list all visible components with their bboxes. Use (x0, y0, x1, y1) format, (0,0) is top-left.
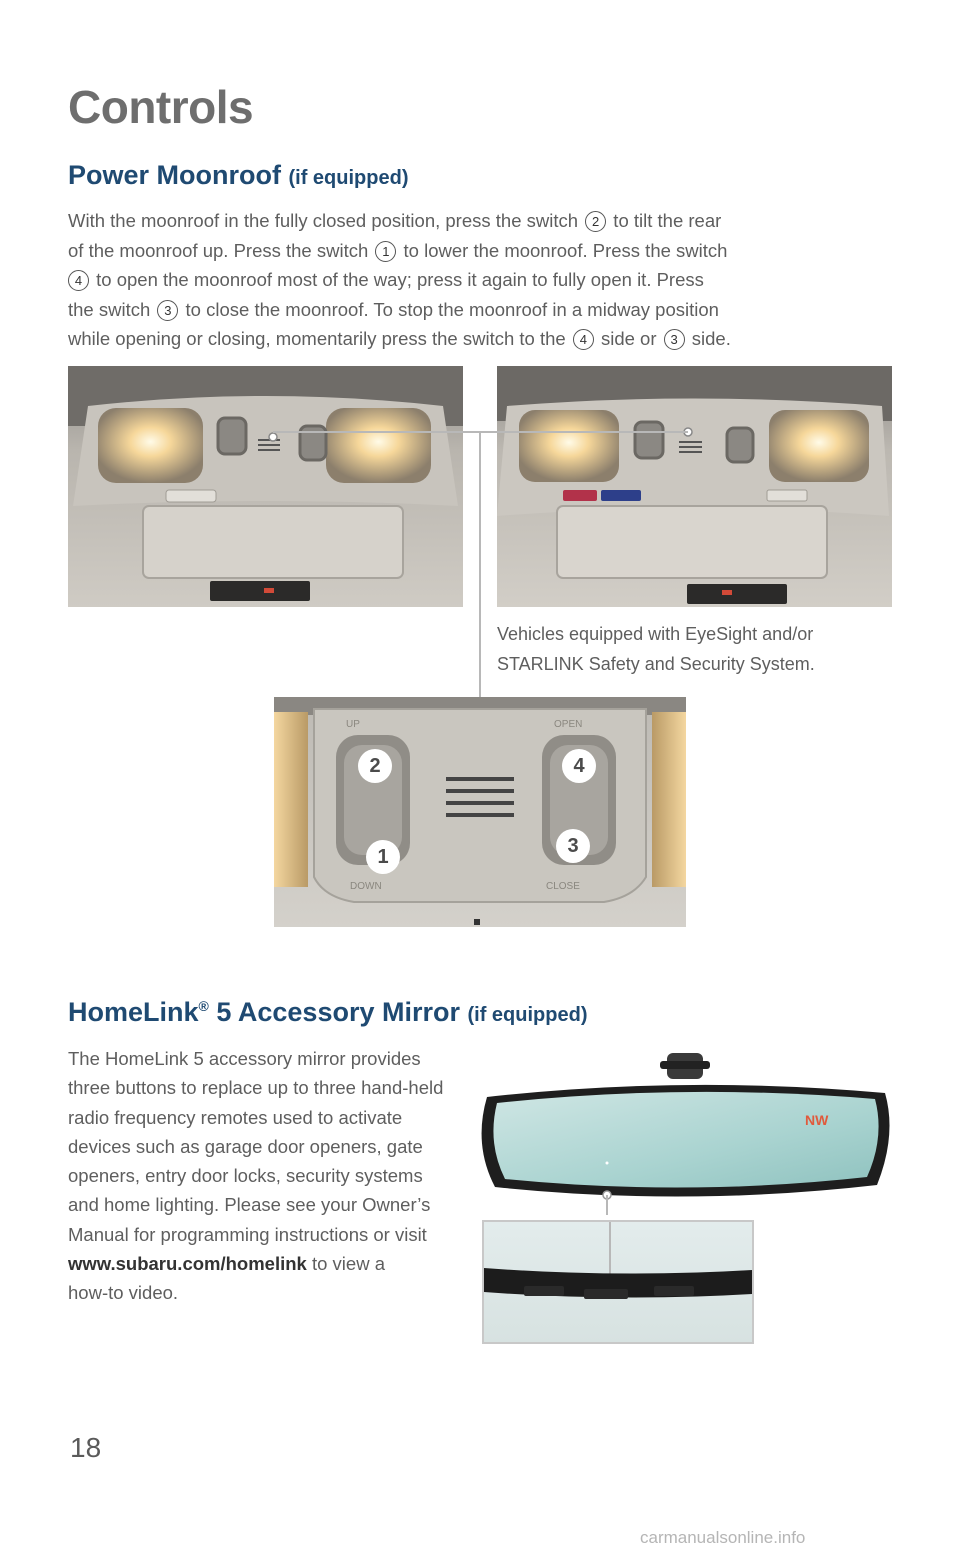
text: while opening or closing, momentarily press the switch to the (68, 328, 571, 349)
switch-number-badge: 3 (157, 300, 178, 321)
callout-1: 1 (366, 840, 400, 874)
heading-text: Power Moonroof (68, 160, 281, 190)
switch-number-badge: 4 (573, 329, 594, 350)
text: side. (686, 328, 731, 349)
description-line: Manual for programming instructions or visit (68, 1223, 427, 1245)
mirror-buttons-inset-photo (482, 1220, 754, 1344)
heading-suffix: (if equipped) (288, 167, 409, 189)
text: to lower the moonroof. Press the switch (398, 239, 728, 261)
switch-number-badge: 4 (68, 270, 89, 291)
description-line: openers, entry door locks, security systems (68, 1165, 423, 1187)
heading-suffix: (if equipped) (467, 1004, 588, 1026)
page-title: Controls (68, 81, 254, 133)
description-line: how-to video. (68, 1282, 179, 1304)
moonroof-switch-closeup-photo (274, 697, 686, 927)
callout-2: 2 (358, 749, 392, 783)
description-line: three buttons to replace up to three hand-held (68, 1077, 444, 1099)
mirror-illustration (465, 1035, 905, 1215)
heading-text-rest: 5 Accessory Mirror (208, 997, 460, 1027)
description-line: and home lighting. Please see your Owner’s (68, 1194, 431, 1216)
compass-readout: NW (805, 1112, 829, 1128)
switch-number-badge: 1 (375, 241, 396, 262)
svg-text:UP: UP (346, 719, 360, 730)
text: to view a (306, 1253, 385, 1275)
watermark-text: carmanualsonline.info (640, 1528, 806, 1547)
svg-text:CLOSE: CLOSE (546, 881, 580, 892)
switch-number-badge: 2 (585, 211, 606, 232)
switch-number-badge: 3 (664, 329, 685, 350)
registered-mark: ® (198, 998, 209, 1014)
description-line: The HomeLink 5 accessory mirror provides (68, 1048, 421, 1069)
caption-line: STARLINK Safety and Security System. (497, 654, 815, 674)
caption-line: Vehicles equipped with EyeSight and/or (497, 624, 814, 644)
section-heading-homelink (68, 997, 587, 1028)
svg-text:OPEN: OPEN (554, 719, 583, 730)
text: to close the moonroof. To stop the moonroof in a midway position (180, 298, 719, 320)
description-line (68, 1249, 468, 1278)
callout-3: 3 (556, 829, 590, 863)
description-line: devices such as garage door openers, gate (68, 1135, 423, 1157)
homelink-url[interactable]: www.subaru.com/homelink (68, 1253, 307, 1275)
moonroof-switch-illustration (274, 697, 686, 927)
heading-text: HomeLink (68, 997, 199, 1027)
homelink-mirror-photo (465, 1035, 905, 1215)
text: of the moonroof up. Press the switch (68, 239, 374, 261)
homelink-description (68, 1044, 468, 1308)
text: With the moonroof in the fully closed position, press the switch (68, 210, 584, 231)
text: to open the moonroof most of the way; press it again to fully open it. Press (91, 269, 704, 290)
mirror-buttons-illustration (484, 1222, 752, 1342)
page-number: 18 (70, 1432, 102, 1463)
callout-4: 4 (562, 749, 596, 783)
text: to tilt the rear (608, 210, 722, 231)
text: side or (595, 328, 662, 349)
description-line: radio frequency remotes used to activate (68, 1106, 403, 1128)
photo-caption (497, 619, 897, 679)
text: the switch (68, 298, 156, 320)
svg-text:DOWN: DOWN (350, 881, 382, 892)
